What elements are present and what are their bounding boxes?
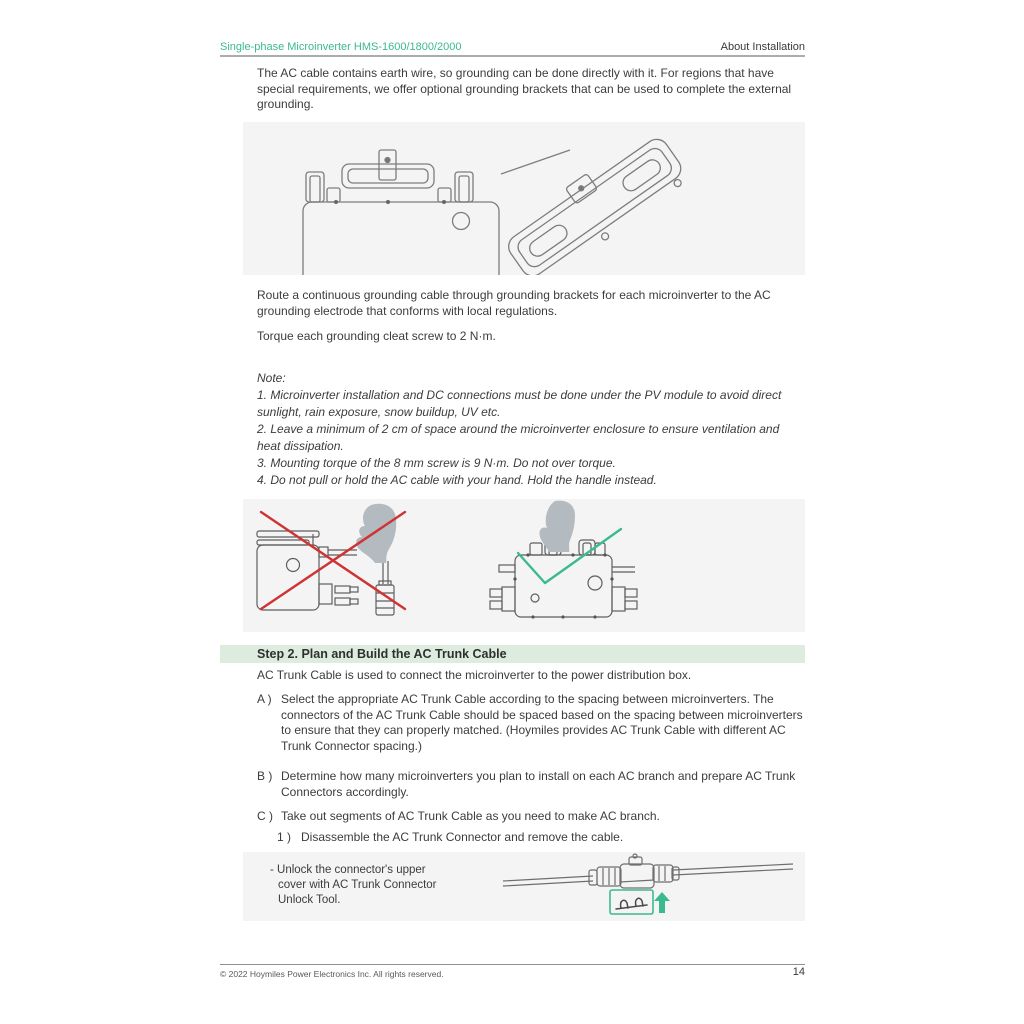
note-item: 2. Leave a minimum of 2 cm of space around the microinverter enclosure to ensure ventilation and heat dissipation. — [257, 422, 780, 453]
figure-grounding-brackets — [243, 122, 805, 275]
route-paragraph: Route a continuous grounding cable through grounding brackets for each microinverter to the AC grounding electrode that conforms with local regulations. — [257, 288, 771, 318]
intro-paragraph: The AC cable contains earth wire, so grounding can be done directly with it. For regions that have special requirements, we offer optional grounding brackets that can be used to complete the external grounding. — [257, 66, 792, 111]
list-item-marker: A ) — [257, 692, 272, 706]
note-block — [257, 370, 805, 489]
list-item-text: Select the appropriate AC Trunk Cable according to the spacing between microinverters. The connectors of the AC Trunk Cable should be spaced based on the spacing between microinverters to ensure that they can properly matched. (Hoymiles provides AC Trunk Cable with different AC Trunk Connector spacing.) — [281, 692, 803, 753]
note-label: Note: — [257, 371, 286, 385]
figure-cable-handling — [243, 499, 805, 632]
hand-pulling-cable — [356, 504, 396, 563]
step2-heading-band — [220, 645, 805, 663]
header-divider — [220, 55, 805, 57]
grounding-bracket-illustration — [243, 122, 805, 275]
chapter-label: About Installation — [720, 41, 805, 53]
step2-heading: Step 2. Plan and Build the AC Trunk Cable — [257, 647, 507, 661]
note-item: 1. Microinverter installation and DC connections must be done under the PV module to avoid direct sunlight, rain exposure, snow buildup, UV etc. — [257, 388, 782, 419]
figure-unlock-tool — [243, 852, 805, 921]
cable-handling-illustration — [243, 499, 805, 632]
footer-divider — [220, 964, 805, 965]
list-item-text: Take out segments of AC Trunk Cable as you need to make AC branch. — [281, 809, 660, 823]
copyright-text: © 2022 Hoymiles Power Electronics Inc. All rights reserved. — [220, 969, 444, 979]
sub-list-item-marker: 1 ) — [277, 830, 292, 844]
list-item-text: Determine how many microinverters you plan to install on each AC branch and prepare AC Trunk Connectors accordingly. — [281, 769, 796, 799]
unlock-callout-text: - Unlock the connector's upper cover with AC Trunk Connector Unlock Tool. — [270, 864, 437, 906]
torque-paragraph: Torque each grounding cleat screw to 2 N·m. — [257, 329, 496, 343]
step2-intro: AC Trunk Cable is used to connect the microinverter to the power distribution box. — [257, 668, 692, 682]
unlock-tool-highlight-box — [610, 890, 653, 914]
up-arrow-icon — [654, 892, 670, 913]
page-number: 14 — [792, 966, 805, 978]
list-item-marker: C ) — [257, 809, 273, 823]
list-item — [257, 809, 805, 825]
unlock-tool-icon — [616, 898, 647, 909]
hand-holding-handle — [539, 501, 575, 552]
note-item: 3. Mounting torque of the 8 mm screw is 9 N·m. Do not over torque. — [257, 456, 616, 470]
list-item-marker: B ) — [257, 769, 273, 783]
list-item — [257, 692, 805, 754]
document-title: Single-phase Microinverter HMS-1600/1800/2000 — [220, 41, 462, 53]
list-item — [257, 769, 805, 800]
sub-list-item — [277, 830, 797, 846]
sub-list-item-text: Disassemble the AC Trunk Connector and remove the cable. — [301, 830, 624, 844]
note-item: 4. Do not pull or hold the AC cable with your hand. Hold the handle instead. — [257, 473, 657, 487]
trunk-connector-illustration — [243, 852, 805, 921]
